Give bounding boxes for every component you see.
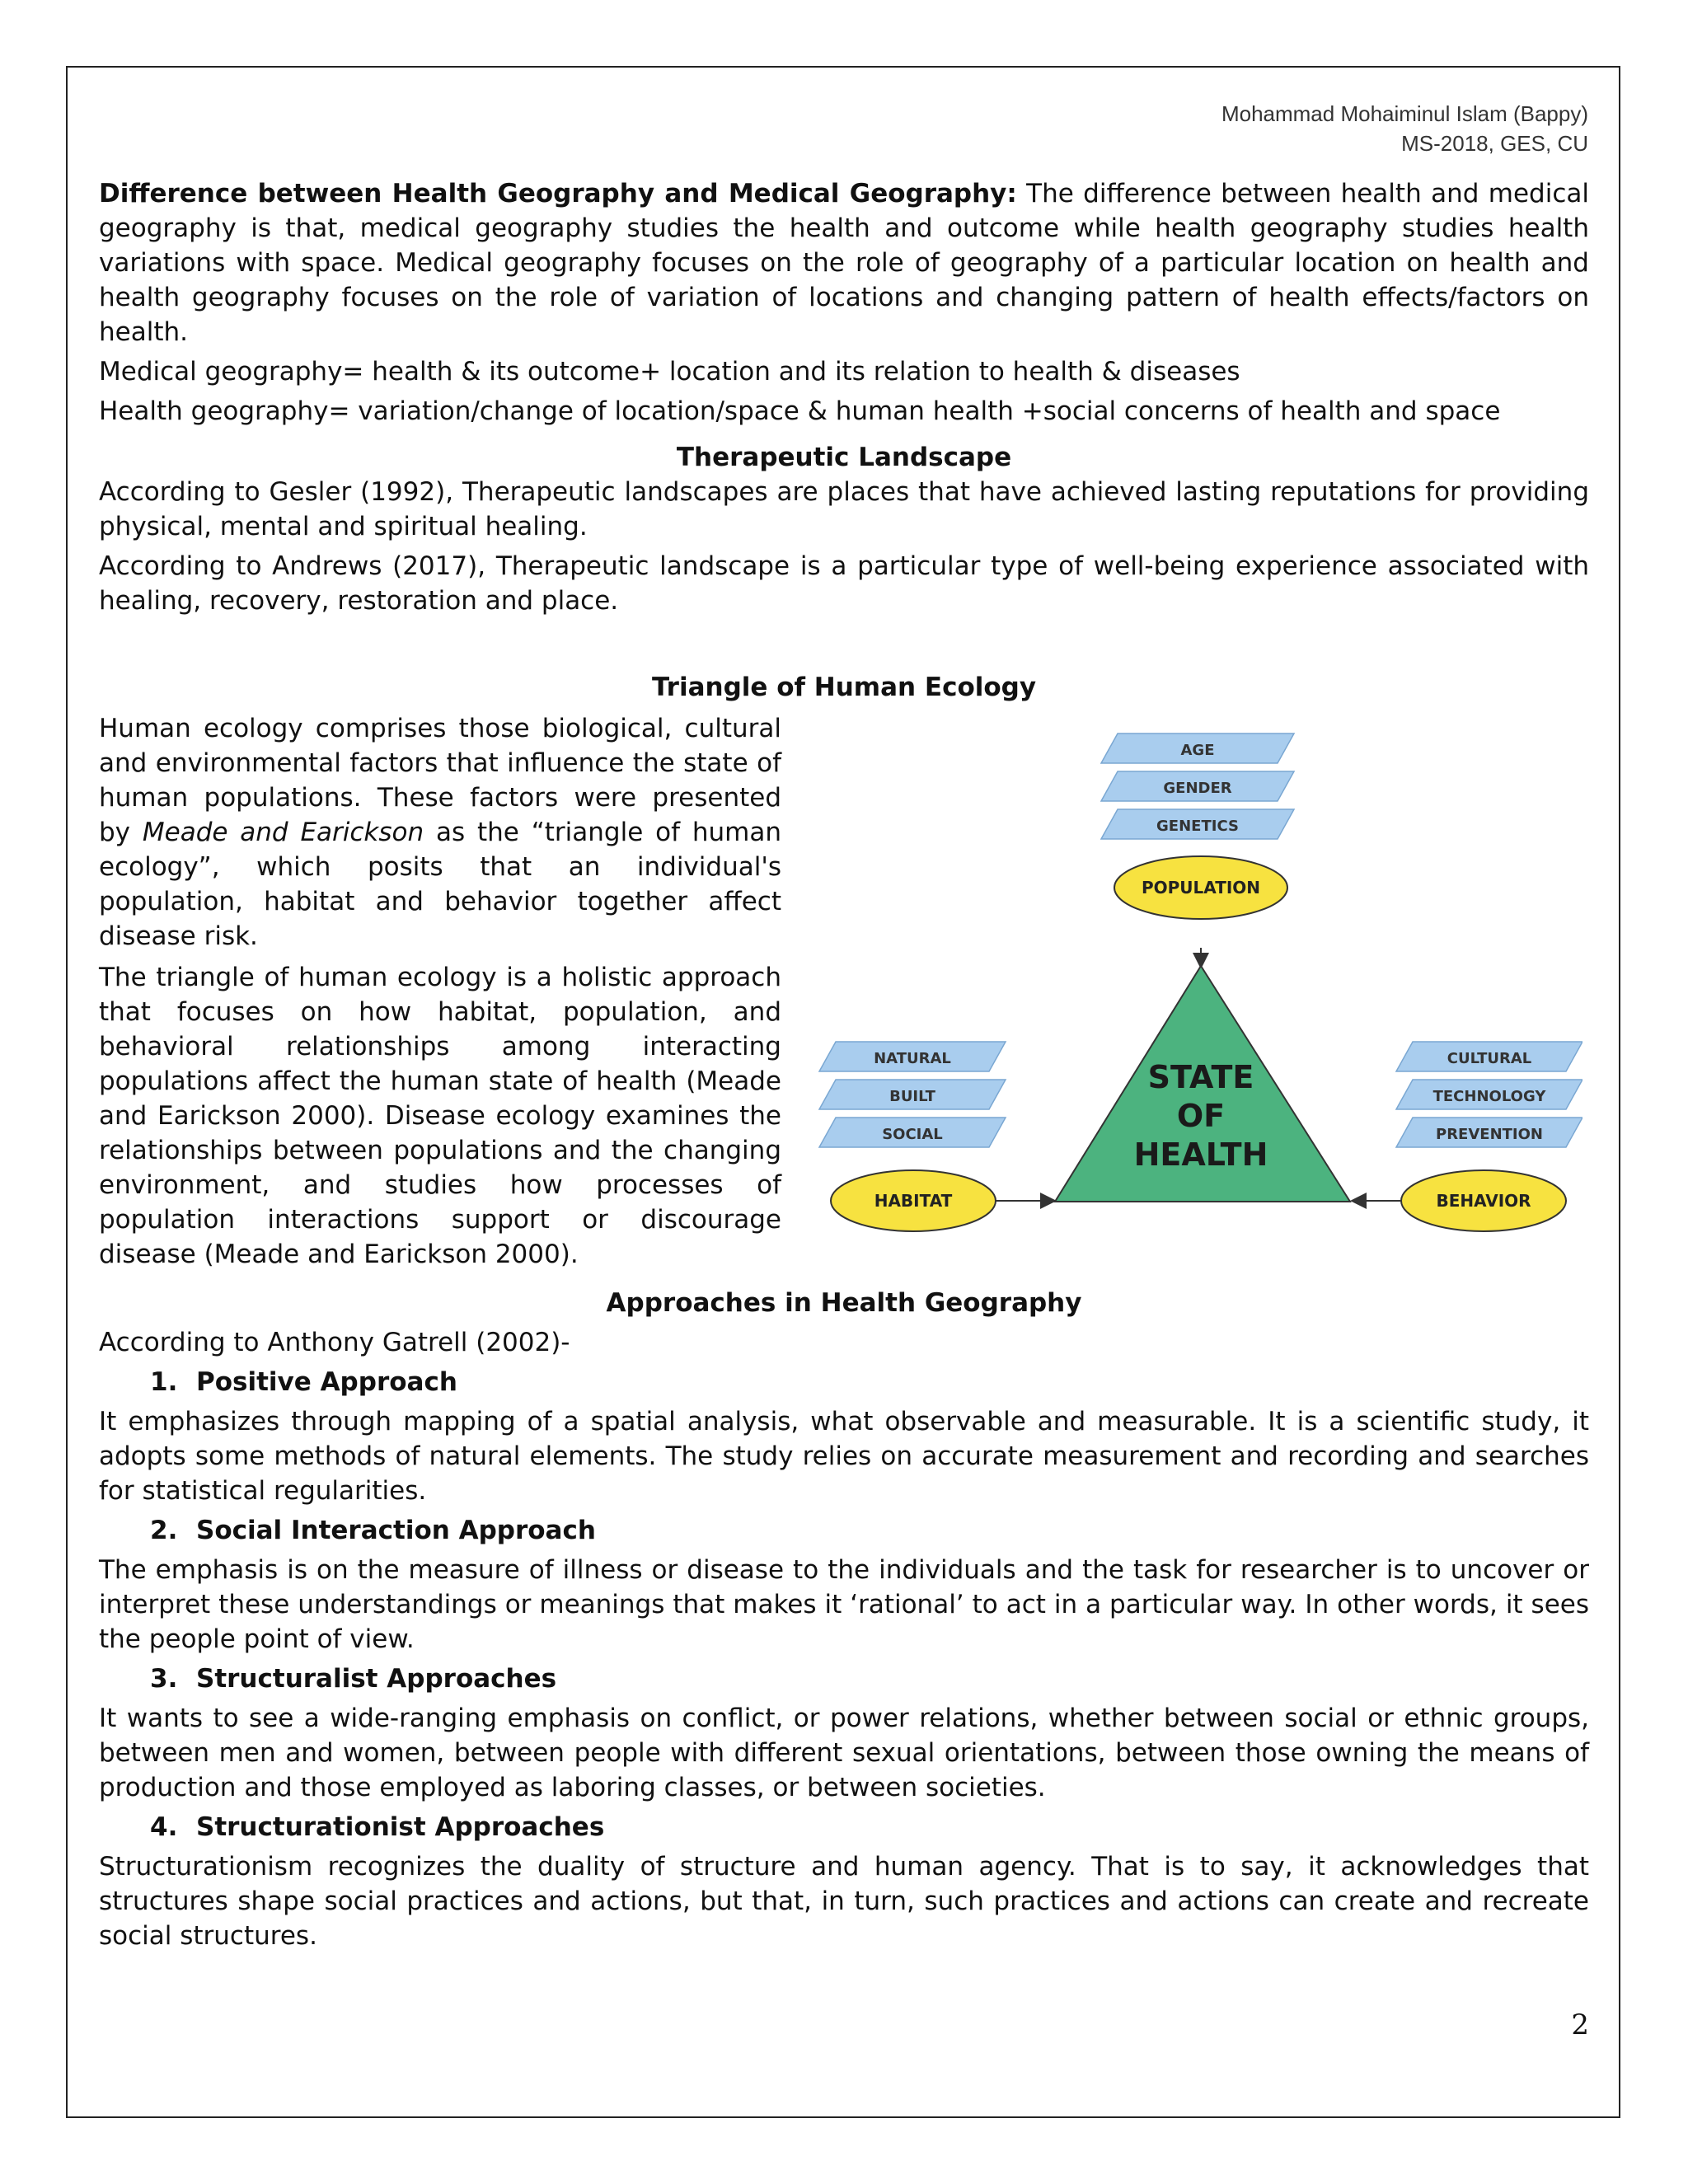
of-label: OF [1176, 1098, 1226, 1134]
population-factors [1101, 733, 1294, 839]
approach-item-social-interaction [99, 1513, 1589, 1657]
approach-title [99, 1810, 1589, 1844]
approach-number: 1. [150, 1367, 178, 1397]
human-ecology-text-2: as the “triangle of human ecology”, which posits that an individual's population, habitat and behavior together affect disease risk. [99, 818, 781, 951]
approach-description: The emphasis is on the measure of illness or disease to the individuals and the task for researcher is to uncover or interpret these understandings or meanings that makes it ‘rational’ to act in a particular way. In other words, it sees the people point of view. [99, 1555, 1589, 1654]
health-geography-formula: Health geography= variation/change of location/space & human health +social concerns of health and space [99, 396, 1501, 426]
holistic-approach-paragraph: The triangle of human ecology is a holistic approach that focuses on how habitat, population, and behavioral relationships among interacting populations affect the human state of health (Meade and Earickson 2000). Disease ecology examines the relationships between populations and the changing environment, and studies how processes of population interactions support or discourage disease (Meade and Earickson 2000). [99, 963, 781, 1269]
approach-item-positive [99, 1365, 1589, 1508]
difference-paragraph [99, 176, 1589, 349]
approach-title [99, 1661, 1589, 1696]
approach-item-structuralist [99, 1661, 1589, 1805]
triangle-heading: Triangle of Human Ecology [651, 673, 1037, 702]
approaches-intro: According to Anthony Gatrell (2002)- [99, 1328, 570, 1357]
therapeutic-section [99, 440, 1589, 618]
approach-title [99, 1513, 1589, 1548]
factor-social: SOCIAL [882, 1126, 943, 1143]
meade-earickson-italic: Meade and Earickson [142, 818, 424, 847]
triangle-heading-wrap [99, 670, 1589, 705]
factor-gender: GENDER [1163, 780, 1232, 797]
factor-built: BUILT [889, 1088, 935, 1105]
difference-lead: Difference between Health Geography and Medical Geography: [99, 179, 1017, 209]
factor-prevention: PREVENTION [1436, 1126, 1543, 1143]
page-number: 2 [1571, 2008, 1589, 2041]
therapeutic-heading: Therapeutic Landscape [676, 443, 1012, 472]
approaches-heading: Approaches in Health Geography [606, 1288, 1082, 1318]
human-ecology-paragraph [99, 711, 781, 954]
medical-geography-formula: Medical geography= health & its outcome+ location and its relation to health & diseases [99, 357, 1240, 387]
triangle-text-column [99, 711, 781, 1278]
approach-title-text: Social Interaction Approach [196, 1516, 596, 1545]
approach-title-text: Positive Approach [196, 1367, 457, 1397]
approach-title-text: Structurationist Approaches [196, 1812, 605, 1842]
approach-number: 3. [150, 1664, 178, 1694]
factor-technology: TECHNOLOGY [1432, 1088, 1546, 1105]
author-header [1221, 99, 1588, 158]
behavior-factors [1396, 1042, 1582, 1147]
approach-description: It wants to see a wide-ranging emphasis on conflict, or power relations, whether between social or ethnic groups, between men and women, between people with different sexual orientations, between those owning the means of production and those employed as laboring classes, or between societies. [99, 1704, 1589, 1802]
approach-title [99, 1365, 1589, 1399]
approach-description: It emphasizes through mapping of a spatial analysis, what observable and measurable. It is a scientific study, it adopts some methods of natural elements. The study relies on accurate measurement and recording and searches for statistical regularities. [99, 1407, 1589, 1506]
factor-age: AGE [1180, 742, 1215, 759]
difference-section [99, 176, 1589, 429]
approach-item-structurationist [99, 1810, 1589, 1953]
difference-text: The difference between health and medical geography is that, medical geography studies the health and outcome while health geography studies health variations with space. Medical geography focuses on the role of geography of a particular location on health and health geography focuses on the role of variation of locations and changing pattern of health effects/factors on health. [99, 179, 1589, 347]
approach-title-text: Structuralist Approaches [196, 1664, 557, 1694]
health-label: HEALTH [1133, 1137, 1268, 1173]
approach-number: 2. [150, 1516, 178, 1545]
factor-cultural: CULTURAL [1447, 1050, 1532, 1067]
course-label: MS-2018, GES, CU [1401, 131, 1588, 156]
habitat-label: HABITAT [874, 1191, 953, 1211]
human-ecology-text-1: Human ecology comprises those biological, cultural and environmental factors that influence the state of human populations. These factors were presented by [99, 714, 781, 847]
therapeutic-andrews-paragraph: According to Andrews (2017), Therapeutic landscape is a particular type of well-being experience associated with healing, recovery, restoration and place. [99, 551, 1589, 616]
human-ecology-diagram [816, 725, 1582, 1236]
approach-number: 4. [150, 1812, 178, 1842]
approaches-section [99, 1286, 1589, 1953]
behavior-label: BEHAVIOR [1436, 1191, 1531, 1211]
author-name: Mohammad Mohaiminul Islam (Bappy) [1221, 101, 1588, 126]
approach-description: Structurationism recognizes the duality of structure and human agency. That is to say, it acknowledges that structures shape social practices and actions, but that, in turn, such practices and actions can create and recreate social structures. [99, 1852, 1589, 1951]
therapeutic-gesler-paragraph: According to Gesler (1992), Therapeutic landscapes are places that have achieved lasting reputations for providing physical, mental and spiritual healing. [99, 477, 1589, 541]
factor-genetics: GENETICS [1156, 818, 1239, 835]
population-label: POPULATION [1141, 878, 1261, 898]
habitat-factors [819, 1042, 1006, 1147]
state-label: STATE [1147, 1059, 1254, 1095]
factor-natural: NATURAL [874, 1050, 951, 1067]
